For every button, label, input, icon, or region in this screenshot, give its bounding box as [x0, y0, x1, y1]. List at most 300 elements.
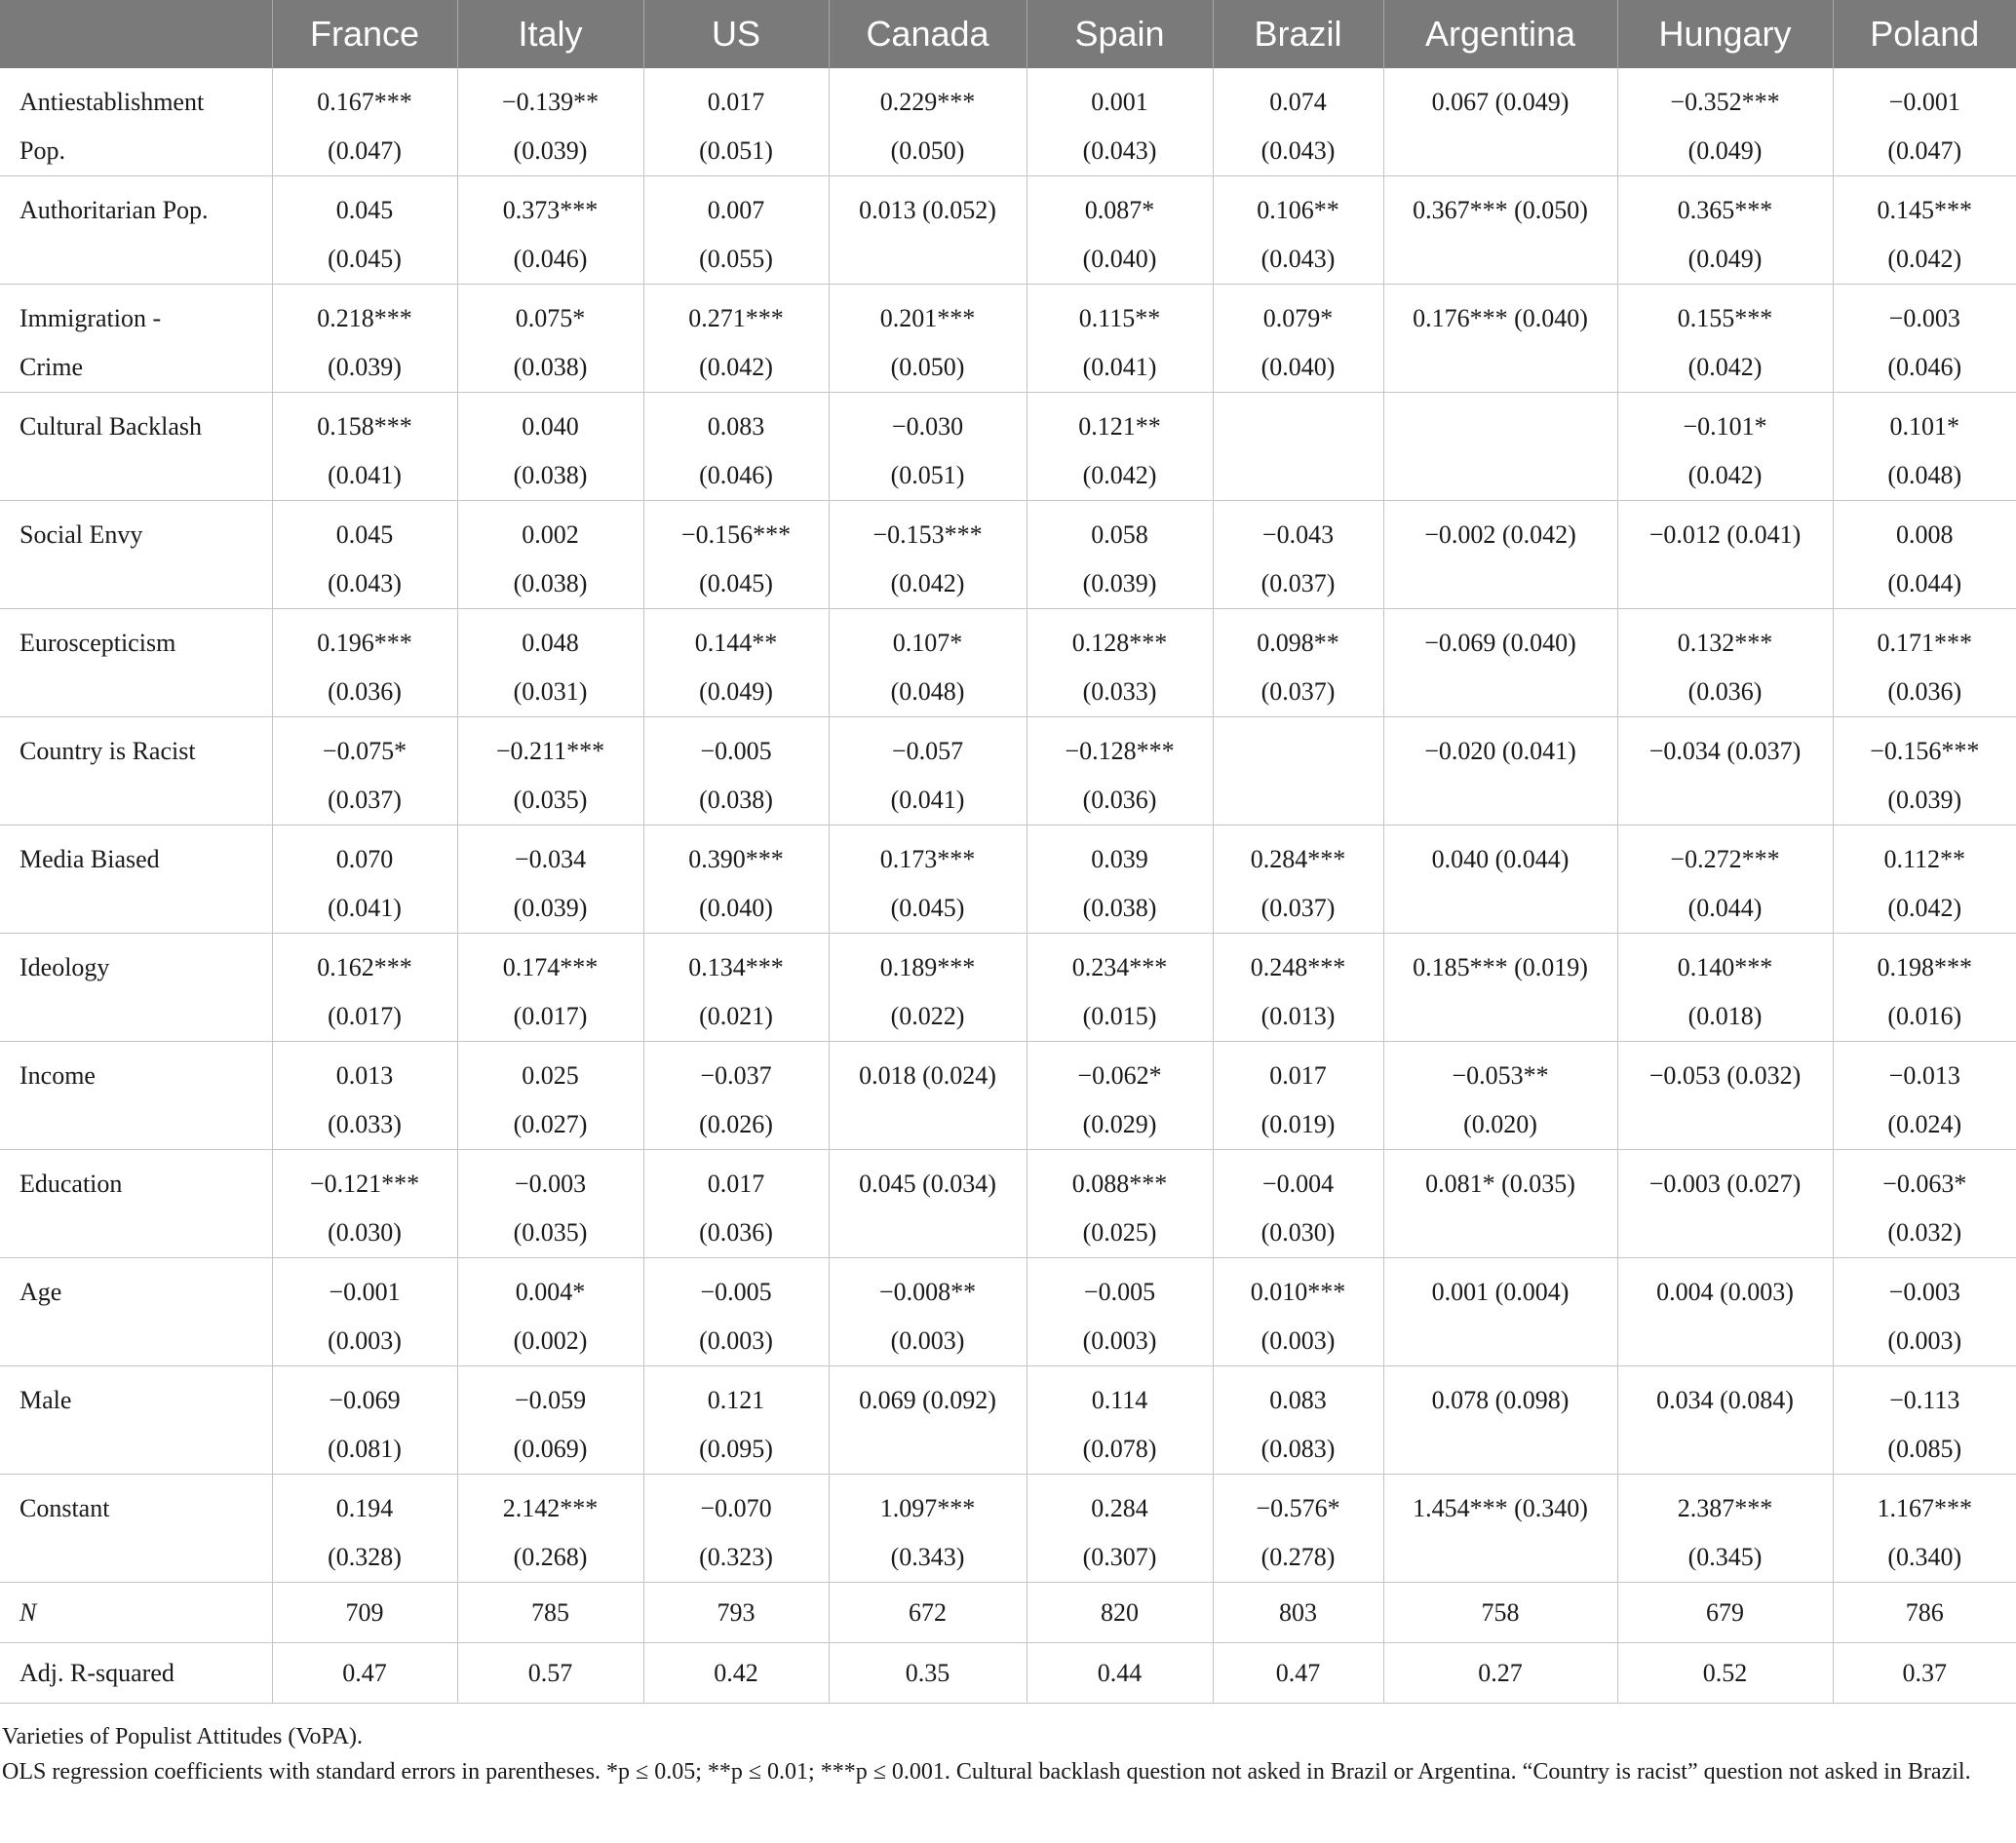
coefficient: 0.158***	[317, 412, 412, 441]
coefficient: 0.284	[1091, 1494, 1148, 1522]
table-cell	[643, 826, 829, 934]
table-cell	[272, 1475, 457, 1583]
standard-error: (0.050)	[890, 353, 965, 381]
table-cell	[1383, 68, 1617, 176]
table-cell	[1833, 934, 2016, 1042]
coefficient: 1.454*** (0.340)	[1413, 1494, 1588, 1522]
table-cell	[1027, 285, 1213, 393]
coefficient: 0.010***	[1250, 1278, 1346, 1306]
table-cell	[457, 1366, 643, 1475]
table-cell: 785	[457, 1583, 643, 1643]
standard-error: (0.038)	[513, 569, 588, 597]
coefficient: 0.145***	[1877, 196, 1972, 224]
table-cell	[457, 1150, 643, 1258]
standard-error: (0.037)	[328, 786, 402, 814]
row-label-line: Authoritarian Pop.	[19, 196, 209, 224]
table-cell	[1027, 176, 1213, 285]
coefficient: −0.034 (0.037)	[1648, 737, 1802, 765]
standard-error: (0.020)	[1463, 1110, 1537, 1138]
coefficient: −0.020 (0.041)	[1424, 737, 1576, 765]
row-label	[0, 1366, 272, 1475]
coefficient: 0.074	[1269, 88, 1327, 116]
table-cell	[272, 176, 457, 285]
standard-error: (0.038)	[513, 353, 588, 381]
standard-error: (0.043)	[1260, 245, 1336, 273]
table-cell	[1617, 934, 1833, 1042]
header-cell-canada: Canada	[829, 0, 1027, 68]
coefficient: 0.001	[1091, 88, 1148, 116]
coefficient: −0.113	[1889, 1386, 1960, 1414]
standard-error: (0.031)	[513, 677, 588, 706]
standard-error: (0.040)	[1082, 245, 1157, 273]
table-row	[0, 176, 2016, 285]
table-cell	[272, 1042, 457, 1150]
table-cell	[1383, 1366, 1617, 1475]
table-cell	[457, 934, 643, 1042]
table-cell	[1617, 1475, 1833, 1583]
table-cell	[1617, 68, 1833, 176]
table-row	[0, 68, 2016, 176]
table-cell	[829, 176, 1027, 285]
coefficient: 0.167***	[317, 88, 412, 116]
table-cell	[643, 68, 829, 176]
coefficient: 0.040 (0.044)	[1431, 845, 1570, 873]
table-cell	[1383, 285, 1617, 393]
standard-error: (0.017)	[328, 1002, 402, 1030]
table-cell	[829, 1042, 1027, 1150]
standard-error: (0.037)	[1260, 677, 1336, 706]
coefficient: 0.173***	[879, 845, 976, 873]
table-cell	[1617, 609, 1833, 717]
row-label-line: Media Biased	[19, 845, 160, 873]
row-label-line: Crime	[19, 353, 83, 381]
coefficient: 0.284***	[1250, 845, 1346, 873]
coefficient: 0.013	[335, 1061, 394, 1090]
standard-error: (0.049)	[1687, 245, 1763, 273]
coefficient: −0.003	[1888, 1278, 1960, 1306]
coefficient: 0.045	[335, 196, 394, 224]
coefficient: 0.004*	[515, 1278, 586, 1306]
coefficient: 0.194	[335, 1494, 394, 1522]
standard-error: (0.033)	[328, 1110, 402, 1138]
coefficient: 0.040	[522, 412, 579, 441]
row-label	[0, 176, 272, 285]
row-label	[0, 68, 272, 176]
standard-error: (0.081)	[328, 1435, 402, 1463]
standard-error: (0.017)	[513, 1002, 588, 1030]
row-label	[0, 717, 272, 826]
standard-error: (0.036)	[1082, 786, 1157, 814]
standard-error: (0.042)	[1082, 461, 1157, 489]
standard-error: (0.030)	[328, 1218, 402, 1247]
row-label	[0, 393, 272, 501]
coefficient: −0.008**	[878, 1278, 977, 1306]
coefficient: 2.387***	[1677, 1494, 1773, 1522]
table-cell	[1027, 609, 1213, 717]
standard-error: (0.022)	[890, 1002, 965, 1030]
standard-error: (0.040)	[699, 894, 773, 922]
coefficient: 0.007	[707, 196, 765, 224]
table-row	[0, 1475, 2016, 1583]
adj-r-squared-row	[0, 1643, 2016, 1704]
table-cell	[643, 934, 829, 1042]
table-cell	[272, 285, 457, 393]
row-label	[0, 609, 272, 717]
table-cell	[829, 1366, 1027, 1475]
table-cell	[1617, 1150, 1833, 1258]
table-cell: 0.57	[457, 1643, 643, 1704]
coefficient: 0.229***	[879, 88, 976, 116]
standard-error: (0.041)	[328, 894, 402, 922]
standard-error: (0.047)	[328, 136, 402, 165]
row-label-line: Country is Racist	[19, 737, 196, 765]
table-cell	[829, 501, 1027, 609]
coefficient: 0.083	[1269, 1386, 1327, 1414]
table-cell	[1833, 1042, 2016, 1150]
table-cell	[1833, 1150, 2016, 1258]
table-cell	[1027, 934, 1213, 1042]
table-cell	[1213, 1366, 1383, 1475]
standard-error: (0.039)	[513, 136, 588, 165]
table-cell	[1617, 176, 1833, 285]
table-cell	[829, 1150, 1027, 1258]
coefficient: −0.012 (0.041)	[1648, 520, 1802, 549]
coefficient: 0.079*	[1262, 304, 1334, 332]
coefficient: 0.002	[522, 520, 579, 549]
standard-error: (0.024)	[1887, 1110, 1962, 1138]
standard-error: (0.036)	[699, 1218, 773, 1247]
table-cell	[1383, 1475, 1617, 1583]
coefficient: −0.576*	[1256, 1494, 1340, 1522]
table-cell	[643, 285, 829, 393]
coefficient: 0.004 (0.003)	[1656, 1278, 1794, 1306]
coefficient: −0.003	[1888, 304, 1960, 332]
table-cell	[1213, 609, 1383, 717]
table-cell	[1617, 717, 1833, 826]
standard-error: (0.044)	[1687, 894, 1763, 922]
table-cell	[829, 826, 1027, 934]
table-cell	[1213, 501, 1383, 609]
row-label: Adj. R-squared	[0, 1643, 272, 1704]
standard-error: (0.050)	[890, 136, 965, 165]
table-cell	[1213, 717, 1383, 826]
coefficient: −0.156***	[680, 520, 792, 549]
table-cell	[1383, 1042, 1617, 1150]
table-header-row	[0, 0, 2016, 68]
table-cell	[457, 1475, 643, 1583]
table-cell: 0.47	[272, 1643, 457, 1704]
coefficient: −0.001	[329, 1278, 401, 1306]
table-cell	[1383, 393, 1617, 501]
table-cell	[1213, 1475, 1383, 1583]
row-label-line: Antiestablishment	[19, 88, 205, 116]
row-label	[0, 285, 272, 393]
table-cell	[643, 1150, 829, 1258]
table-cell	[457, 826, 643, 934]
table-cell	[1213, 393, 1383, 501]
coefficient: 0.018 (0.024)	[859, 1061, 996, 1090]
table-cell	[457, 285, 643, 393]
coefficient: 0.115**	[1078, 304, 1161, 332]
coefficient: −0.156***	[1870, 737, 1980, 765]
table-cell	[1383, 717, 1617, 826]
table-cell	[272, 609, 457, 717]
coefficient: 0.025	[522, 1061, 579, 1090]
table-cell	[1027, 1150, 1213, 1258]
table-cell	[1617, 826, 1833, 934]
coefficient: 0.067 (0.049)	[1431, 88, 1570, 116]
standard-error: (0.036)	[328, 677, 402, 706]
coefficient: 0.367*** (0.050)	[1413, 196, 1588, 224]
standard-error: (0.027)	[513, 1110, 588, 1138]
row-label-line: Education	[19, 1170, 123, 1198]
coefficient: −0.101*	[1683, 412, 1767, 441]
table-cell	[272, 826, 457, 934]
row-label-line: Male	[19, 1386, 72, 1414]
table-cell	[1617, 285, 1833, 393]
table-cell	[272, 68, 457, 176]
table-cell	[1833, 501, 2016, 609]
coefficient: 0.390***	[688, 845, 784, 873]
coefficient: 0.144**	[694, 629, 778, 657]
standard-error: (0.015)	[1082, 1002, 1157, 1030]
table-cell: 0.42	[643, 1643, 829, 1704]
table-cell	[1213, 826, 1383, 934]
table-cell	[457, 393, 643, 501]
table-cell: 0.37	[1833, 1643, 2016, 1704]
coefficient: −0.030	[891, 412, 964, 441]
standard-error: (0.029)	[1082, 1110, 1157, 1138]
coefficient: 0.198***	[1877, 953, 1972, 981]
coefficient: 1.167***	[1877, 1494, 1972, 1522]
table-cell	[272, 501, 457, 609]
standard-error: (0.038)	[1082, 894, 1157, 922]
coefficient: 0.017	[707, 1170, 765, 1198]
row-label-line: Age	[19, 1278, 62, 1306]
table-cell	[643, 501, 829, 609]
table-cell: 679	[1617, 1583, 1833, 1643]
table-cell	[1833, 609, 2016, 717]
standard-error: (0.047)	[1887, 136, 1962, 165]
coefficient: 0.196***	[317, 629, 412, 657]
coefficient: 2.142***	[502, 1494, 599, 1522]
table-cell	[1027, 1258, 1213, 1366]
coefficient: 0.185*** (0.019)	[1413, 953, 1588, 981]
table-cell	[829, 609, 1027, 717]
coefficient: −0.069	[329, 1386, 401, 1414]
table-cell: 758	[1383, 1583, 1617, 1643]
coefficient: 0.155***	[1677, 304, 1773, 332]
standard-error: (0.019)	[1260, 1110, 1336, 1138]
table-cell	[1383, 1258, 1617, 1366]
standard-error: (0.035)	[513, 786, 588, 814]
standard-error: (0.323)	[699, 1543, 773, 1571]
coefficient: 0.121	[707, 1386, 765, 1414]
coefficient: −0.003	[514, 1170, 587, 1198]
coefficient: −0.352***	[1670, 88, 1780, 116]
coefficient: 0.112**	[1883, 845, 1966, 873]
table-cell: 0.44	[1027, 1643, 1213, 1704]
coefficient: −0.062*	[1077, 1061, 1162, 1090]
table-cell: 786	[1833, 1583, 2016, 1643]
standard-error: (0.030)	[1260, 1218, 1336, 1247]
standard-error: (0.039)	[328, 353, 402, 381]
header-cell-blank	[0, 0, 272, 68]
table-cell	[1617, 393, 1833, 501]
table-cell: 820	[1027, 1583, 1213, 1643]
standard-error: (0.042)	[1887, 894, 1962, 922]
coefficient: −0.043	[1261, 520, 1335, 549]
table-cell	[1383, 176, 1617, 285]
coefficient: 0.114	[1091, 1386, 1148, 1414]
table-cell	[1213, 1042, 1383, 1150]
standard-error: (0.049)	[1687, 136, 1763, 165]
coefficient: 1.097***	[879, 1494, 976, 1522]
table-cell	[1617, 1366, 1833, 1475]
row-label-line: Income	[19, 1061, 96, 1090]
table-cell	[1383, 609, 1617, 717]
coefficient: 0.078 (0.098)	[1431, 1386, 1570, 1414]
table-cell	[1617, 1258, 1833, 1366]
table-cell: 0.27	[1383, 1643, 1617, 1704]
table-body	[0, 68, 2016, 1704]
row-label-line: Immigration -	[19, 304, 162, 332]
standard-error: (0.046)	[513, 245, 588, 273]
standard-error: (0.039)	[1082, 569, 1157, 597]
coefficient: −0.053 (0.032)	[1648, 1061, 1802, 1090]
header-cell-hungary: Hungary	[1617, 0, 1833, 68]
coefficient: −0.037	[700, 1061, 772, 1090]
coefficient: 0.058	[1091, 520, 1148, 549]
table-cell	[1833, 1475, 2016, 1583]
table-cell: 0.52	[1617, 1643, 1833, 1704]
table-cell	[1213, 934, 1383, 1042]
coefficient: −0.063*	[1882, 1170, 1967, 1198]
standard-error: (0.049)	[699, 677, 773, 706]
standard-error: (0.036)	[1887, 677, 1962, 706]
coefficient: −0.005	[1083, 1278, 1156, 1306]
table-cell	[272, 717, 457, 826]
standard-error: (0.045)	[699, 569, 773, 597]
standard-error: (0.340)	[1887, 1543, 1962, 1571]
table-cell	[1833, 1366, 2016, 1475]
table-cell	[1383, 826, 1617, 934]
coefficient: −0.034	[514, 845, 587, 873]
table-cell	[272, 1366, 457, 1475]
header-cell-spain: Spain	[1027, 0, 1213, 68]
table-cell: 672	[829, 1583, 1027, 1643]
table-cell	[1213, 1258, 1383, 1366]
table-cell	[1833, 393, 2016, 501]
coefficient: 0.218***	[317, 304, 412, 332]
coefficient: 0.069 (0.092)	[859, 1386, 996, 1414]
table-cell	[1027, 68, 1213, 176]
standard-error: (0.048)	[890, 677, 965, 706]
standard-error: (0.045)	[890, 894, 965, 922]
table-row	[0, 717, 2016, 826]
coefficient: 0.017	[1269, 1061, 1327, 1090]
table-cell	[1383, 501, 1617, 609]
standard-error: (0.021)	[699, 1002, 773, 1030]
standard-error: (0.045)	[328, 245, 402, 273]
table-cell	[1213, 1150, 1383, 1258]
table-cell	[1027, 826, 1213, 934]
coefficient: −0.004	[1261, 1170, 1335, 1198]
table-cell	[829, 934, 1027, 1042]
table-cell	[457, 68, 643, 176]
coefficient: 0.070	[335, 845, 394, 873]
coefficient: 0.174***	[502, 953, 599, 981]
coefficient: 0.107*	[892, 629, 963, 657]
coefficient: 0.176*** (0.040)	[1413, 304, 1588, 332]
coefficient: 0.121**	[1078, 412, 1161, 441]
coefficient: −0.059	[514, 1386, 587, 1414]
row-label	[0, 826, 272, 934]
row-label-line: Euroscepticism	[19, 629, 176, 657]
header-cell-france: France	[272, 0, 457, 68]
coefficient: 0.017	[707, 88, 765, 116]
table-cell	[1027, 717, 1213, 826]
table-cell	[457, 609, 643, 717]
table-cell	[1213, 176, 1383, 285]
standard-error: (0.044)	[1887, 569, 1962, 597]
standard-error: (0.042)	[1887, 245, 1962, 273]
standard-error: (0.041)	[328, 461, 402, 489]
table-cell	[1617, 1042, 1833, 1150]
coefficient: 0.083	[707, 412, 765, 441]
coefficient: −0.005	[700, 737, 772, 765]
coefficient: 0.081* (0.035)	[1425, 1170, 1575, 1198]
table-cell: 0.35	[829, 1643, 1027, 1704]
header-cell-us: US	[643, 0, 829, 68]
coefficient: −0.211***	[495, 737, 605, 765]
coefficient: 0.189***	[879, 953, 976, 981]
coefficient: 0.039	[1091, 845, 1148, 873]
coefficient: 0.098**	[1257, 629, 1339, 657]
coefficient: 0.248***	[1250, 953, 1346, 981]
row-label	[0, 501, 272, 609]
coefficient: −0.002 (0.042)	[1424, 520, 1576, 549]
table-cell	[829, 717, 1027, 826]
table-cell	[272, 934, 457, 1042]
standard-error: (0.037)	[1260, 894, 1336, 922]
standard-error: (0.042)	[890, 569, 965, 597]
coefficient: −0.075*	[322, 737, 407, 765]
header-cell-poland: Poland	[1833, 0, 2016, 68]
coefficient: 0.013 (0.052)	[859, 196, 996, 224]
table-cell	[457, 176, 643, 285]
standard-error: (0.048)	[1887, 461, 1962, 489]
coefficient: 0.101*	[1889, 412, 1959, 441]
standard-error: (0.037)	[1260, 569, 1336, 597]
coefficient: 0.088***	[1071, 1170, 1168, 1198]
standard-error: (0.307)	[1082, 1543, 1157, 1571]
table-cell	[1383, 1150, 1617, 1258]
note-source: Varieties of Populist Attitudes (VoPA).	[2, 1724, 364, 1749]
standard-error: (0.039)	[1887, 786, 1962, 814]
standard-error: (0.042)	[1687, 461, 1763, 489]
standard-error: (0.343)	[890, 1543, 965, 1571]
row-label	[0, 934, 272, 1042]
standard-error: (0.268)	[513, 1543, 588, 1571]
standard-error: (0.046)	[699, 461, 773, 489]
coefficient: 0.132***	[1677, 629, 1773, 657]
standard-error: (0.051)	[699, 136, 773, 165]
standard-error: (0.025)	[1082, 1218, 1157, 1247]
coefficient: −0.121***	[309, 1170, 420, 1198]
standard-error: (0.038)	[513, 461, 588, 489]
standard-error: (0.085)	[1887, 1435, 1962, 1463]
